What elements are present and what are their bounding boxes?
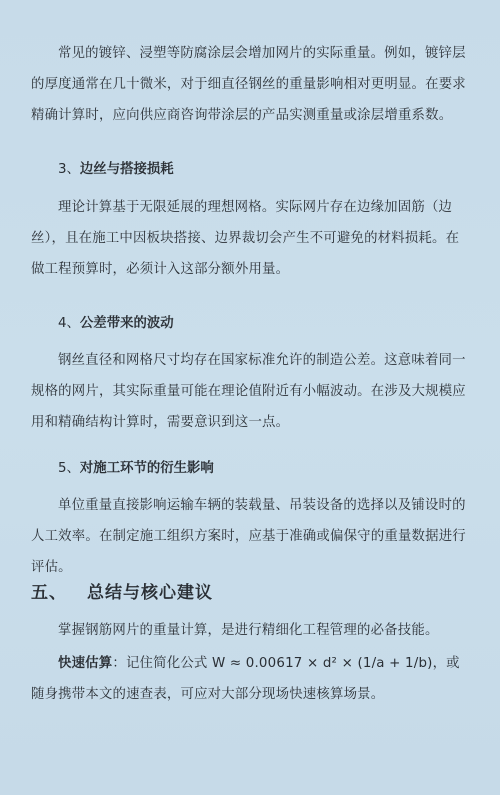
- subheading-tolerance: [58, 314, 174, 334]
- subheading-number: 5、: [58, 461, 80, 476]
- section-title: 总结与核心建议: [87, 583, 213, 603]
- subheading-construction: [58, 459, 214, 479]
- subheading-title: 边丝与搭接损耗: [79, 162, 174, 177]
- paragraph-edge-wire: 理论计算基于无限延展的理想网格。实际网片存在边缘加固筋（边丝），且在施工中因板块搭接、边界裁切会产生不可避免的材料损耗。在做工程预算时，必须计入这部分额外用量。: [31, 200, 460, 277]
- subheading-title: 对施工环节的衍生影响: [79, 461, 214, 476]
- subheading-number: 4、: [58, 316, 80, 331]
- section-heading-summary: [31, 578, 213, 603]
- section-number: 五、: [31, 583, 67, 603]
- subheading-edge-wire: [58, 160, 174, 180]
- quick-estimate-text: ：记住简化公式 W ≈ 0.00617 × d² × (1/a + 1/b)，或随身携带本文的速查表，可应对大部分现场快速核算场景。: [31, 656, 460, 702]
- paragraph-quick-estimate: [31, 648, 471, 710]
- quick-estimate-label: 快速估算: [58, 656, 113, 671]
- paragraph-summary: 掌握钢筋网片的重量计算，是进行精细化工程管理的必备技能。: [58, 623, 439, 638]
- paragraph-coating: 常见的镀锌、浸塑等防腐涂层会增加网片的实际重量。例如，镀锌层的厚度通常在几十微米，对于细直径钢丝的重量影响相对更明显。在要求精确计算时，应向供应商咨询带涂层的产品实测重量或涂层增重系数。: [31, 46, 466, 123]
- subheading-title: 公差带来的波动: [79, 316, 174, 331]
- paragraph-tolerance: 钢丝直径和网格尺寸均存在国家标准允许的制造公差。这意味着同一规格的网片，其实际重量可能在理论值附近有小幅波动。在涉及大规模应用和精确结构计算时，需要意识到这一点。: [31, 353, 466, 430]
- paragraph-construction: 单位重量直接影响运输车辆的装载量、吊装设备的选择以及铺设时的人工效率。在制定施工组织方案时，应基于准确或偏保守的重量数据进行评估。: [31, 498, 466, 575]
- subheading-number: 3、: [58, 162, 80, 177]
